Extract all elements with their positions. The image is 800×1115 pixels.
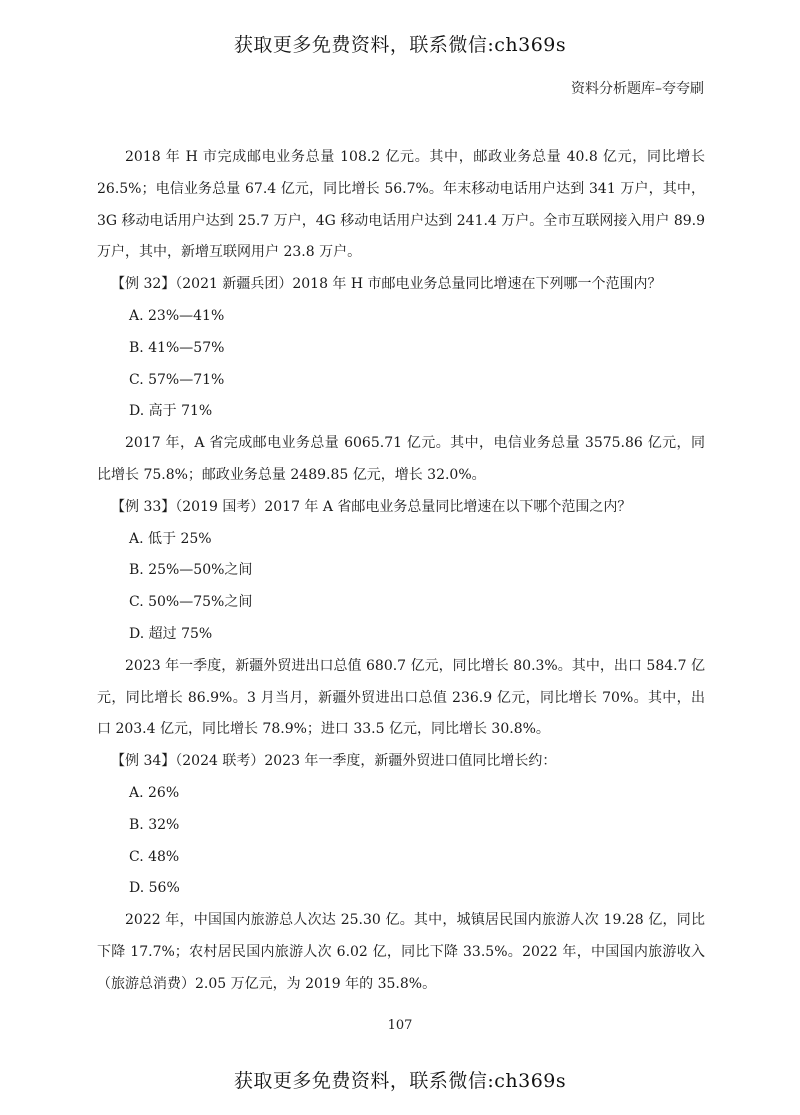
question-34: 【例 34】（2024 联考）2023 年一季度，新疆外贸进口值同比增长约：: [111, 753, 557, 770]
option-32-a: A. 23%—41%: [129, 307, 225, 324]
paragraph-mail-telecom-a-province: 2017 年，A 省完成邮电业务总量 6065.71 亿元。其中，电信业务总量 3575.86 亿元，同比增长 75.8%；邮政业务总量 2489.85 亿元，增长 32.0%。: [97, 435, 705, 483]
option-33-d: D. 超过 75%: [129, 625, 213, 642]
paragraph-xinjiang-trade: 2023 年一季度，新疆外贸进出口总值 680.7 亿元，同比增长 80.3%。其中，出口 584.7 亿元，同比增长 86.9%。3 月当月，新疆外贸进出口总值 236.9 亿元，同比增长 70%。其中，出口 203.4 亿元，同比增长 78.9%；进口 33.5 亿元，同比增长 30.8%。: [97, 657, 705, 738]
page-number: 107: [387, 1018, 413, 1033]
paragraph-mail-telecom-h-city: 2018 年 H 市完成邮电业务总量 108.2 亿元。其中，邮政业务总量 40.8 亿元，同比增长 26.5%；电信业务总量 67.4 亿元，同比增长 56.7%。年末移动电话用户达到 341 万户，其中，3G 移动电话用户达到 25.7 万户，4G 移动电话用户达到 241.4 万户。全市互联网接入用户 89.9 万户，其中，新增互联网用户 23.8 万户。: [97, 149, 705, 261]
option-34-a: A. 26%: [129, 784, 180, 801]
option-34-b: B. 32%: [129, 816, 180, 833]
running-header: 资料分析题库–夸夸刷: [571, 81, 704, 97]
paragraph-domestic-tourism: 2022 年，中国国内旅游总人次达 25.30 亿。其中，城镇居民国内旅游人次 19.28 亿，同比下降 17.7%；农村居民国内旅游人次 6.02 亿，同比下降 33.5%。2022 年，中国国内旅游收入（旅游总消费）2.05 万亿元，为 2019 年的 35.8%。: [97, 912, 705, 992]
option-33-c: C. 50%—75%之间: [129, 594, 253, 611]
option-34-d: D. 56%: [129, 880, 180, 897]
option-33-b: B. 25%—50%之间: [129, 562, 253, 579]
option-34-c: C. 48%: [129, 848, 180, 865]
option-32-c: C. 57%—71%: [129, 371, 225, 388]
question-32: 【例 32】（2021 新疆兵团）2018 年 H 市邮电业务总量同比增速在下列哪一个范围内？: [111, 276, 662, 293]
bottom-promo-banner: 获取更多免费资料，联系微信:ch369s: [233, 1070, 567, 1092]
question-33: 【例 33】（2019 国考）2017 年 A 省邮电业务总量同比增速在以下哪个范围之内？: [111, 498, 632, 515]
option-32-d: D. 高于 71%: [129, 403, 213, 420]
top-promo-banner: 获取更多免费资料，联系微信:ch369s: [233, 34, 567, 56]
option-32-b: B. 41%—57%: [129, 339, 225, 356]
document-body: [97, 142, 705, 1001]
option-33-a: A. 低于 25%: [129, 530, 212, 547]
